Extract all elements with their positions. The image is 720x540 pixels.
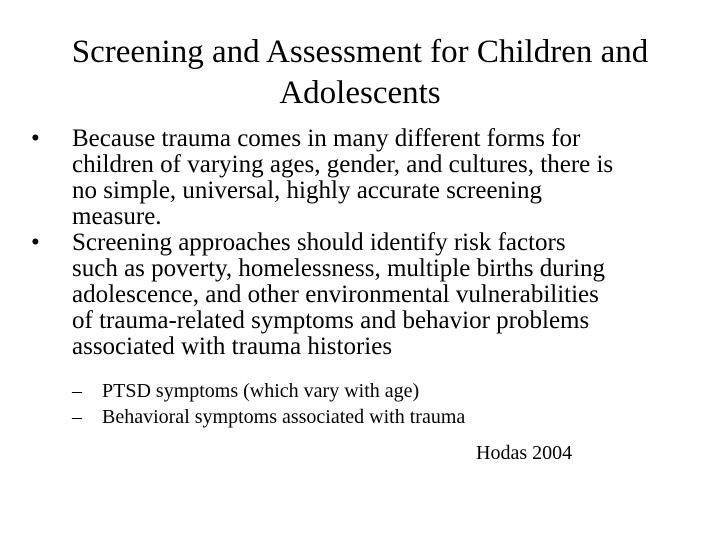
bullet-1-line-4: measure.: [72, 203, 162, 230]
bullet-1-line-2: children of varying ages, gender, and cultures, there is: [72, 151, 614, 178]
bullet-item-2: [31, 230, 701, 360]
citation: Hodas 2004: [476, 442, 573, 464]
sub-bullet-2-text: Behavioral symptoms associated with trauma: [102, 406, 466, 428]
bullet-2-line-4: of trauma-related symptoms and behavior problems: [72, 307, 590, 334]
bullet-1-line-1: Because trauma comes in many different forms for: [72, 125, 581, 152]
sub-bullet-item-1: [72, 378, 672, 404]
title-line-2: Adolescents: [279, 75, 441, 111]
bullet-1-line-3: no simple, universal, highly accurate screening: [72, 177, 542, 204]
slide-title: [20, 32, 700, 114]
dash-marker: –: [72, 380, 82, 402]
bullet-list: [31, 126, 701, 360]
bullet-2-line-2: such as poverty, homelessness, multiple births during: [72, 255, 606, 282]
bullet-marker: •: [31, 125, 40, 152]
sub-bullet-list: [72, 378, 672, 430]
bullet-item-1: [31, 126, 701, 230]
dash-marker: –: [72, 406, 82, 428]
bullet-2-line-5: associated with trauma histories: [72, 333, 393, 360]
bullet-2-line-3: adolescence, and other environmental vulnerabilities: [72, 281, 599, 308]
sub-bullet-item-2: [72, 404, 672, 430]
sub-bullet-1-text: PTSD symptoms (which vary with age): [102, 380, 420, 402]
bullet-2-line-1: Screening approaches should identify risk factors: [72, 229, 566, 256]
bullet-marker: •: [31, 229, 40, 256]
title-line-1: Screening and Assessment for Children and: [71, 34, 649, 70]
